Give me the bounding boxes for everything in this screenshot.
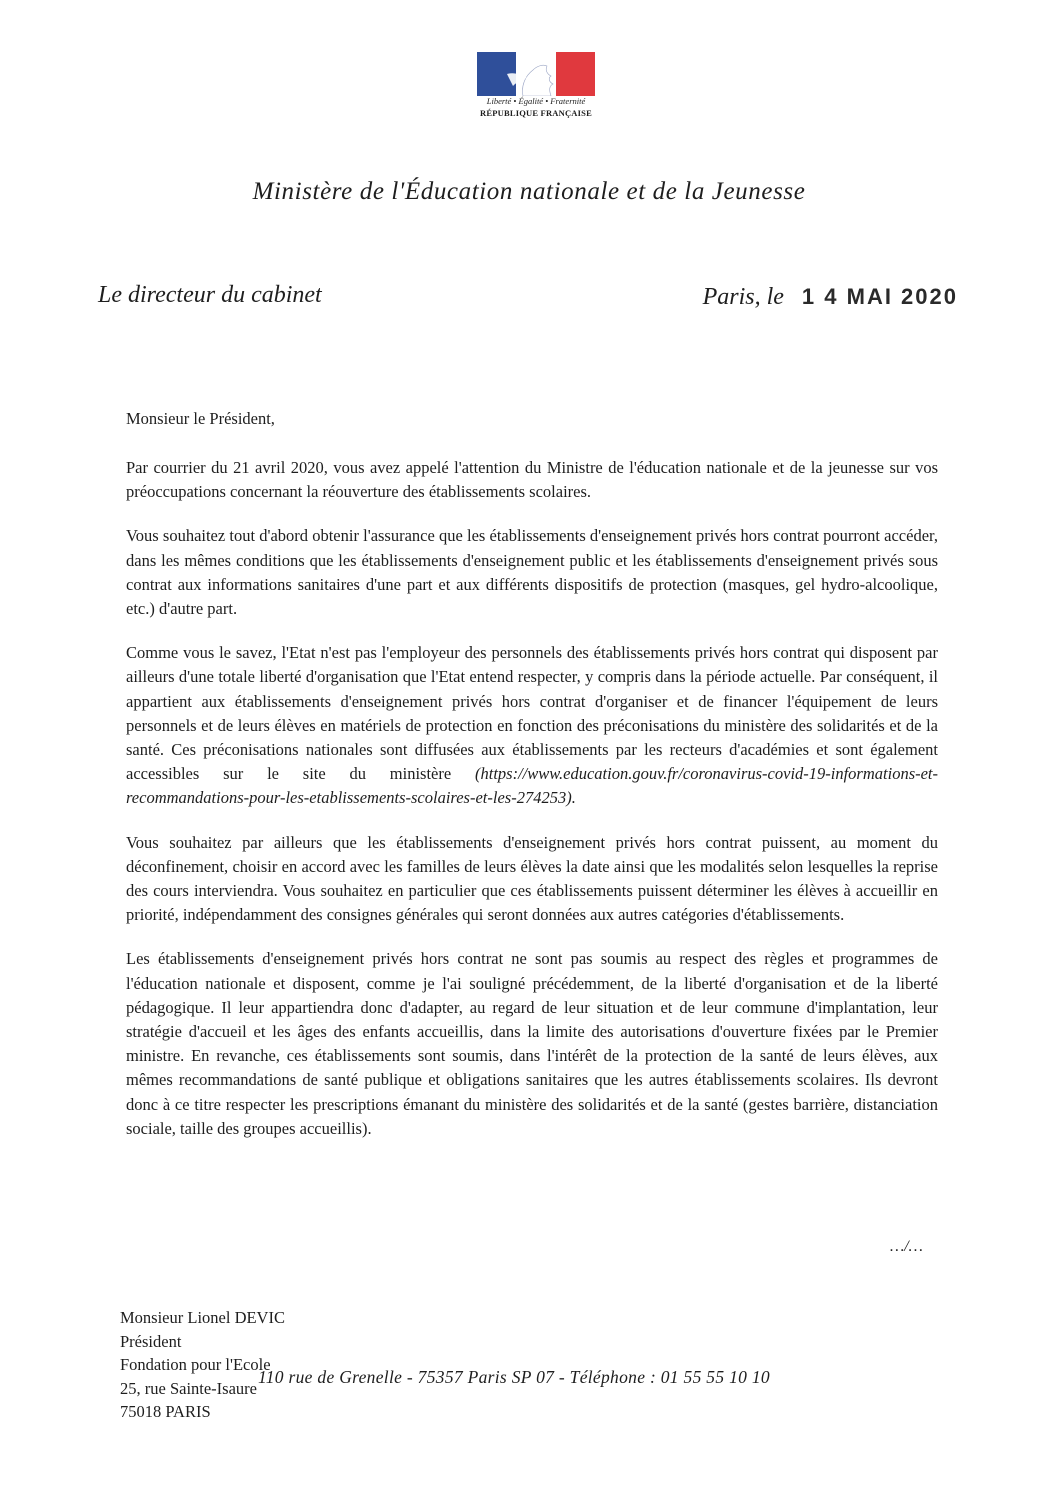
paragraph-5: Les établissements d'enseignement privés hors contrat ne sont pas soumis au respect des règles et programmes de l'éducation nationale et disposent, comme je l'ai souligné précédemment, de la liberté d'organisation et de la liberté pédagogique. Il leur appartiendra donc d'adapter, au regard de leur situation et de leur commune d'implantation, leur stratégie d'accueil et les âges des enfants accueillis, dans la limite des autorisations d'ouverture fixées par le Premier ministre. En revanche, ces établissements sont soumis, dans l'intérêt de la protection de la santé de leurs élèves, aux mêmes recommandations de santé publique et obligations sanitaires que les autres établissements scolaires. Ils devront donc à ce titre respecter les prescriptions émanant du ministère des solidarités et de la santé (gestes barrière, distanciation sociale, taille des groupes accueillis). (126, 949, 938, 1138)
date-place: Paris, le (702, 284, 784, 310)
logo-motto: Liberté • Égalité • Fraternité (486, 96, 586, 106)
paragraph-2: Vous souhaitez tout d'abord obtenir l'assurance que les établissements d'enseignement privés hors contrat pourront accéder, dans les mêmes conditions que les établissements d'enseignement public et les établissements d'enseignement privés sous contrat aux informations sanitaires d'une part et aux différents dispositifs de protection (masques, gel hydro-alcoolique, etc.) d'autre part. (126, 526, 938, 619)
paragraph-3-text: Comme vous le savez, l'Etat n'est pas l'employeur des personnels des établissements privés hors contrat qui disposent par ailleurs d'une totale liberté d'organisation que l'Etat entend respecter, y compris dans la période actuelle. Par conséquent, il appartient aux établissements d'enseignement privés hors contrat d'organiser et de financer l'équipement de leurs personnels et de leurs élèves en matériels de protection en fonction des préconisations du ministère des solidarités et de la santé. Ces préconisations nationales sont diffusées aux établissements par les recteurs d'académies et sont également accessibles sur le site du ministère (126, 643, 938, 784)
paragraph-4: Vous souhaitez par ailleurs que les établissements d'enseignement privés hors contrat puissent, au moment du déconfinement, choisir en accord avec les familles de leurs élèves la date ainsi que les modalités selon lesquelles la reprise des cours interviendra. Vous souhaitez en particulier que ces établissements puissent déterminer les élèves à accueillir en priorité, indépendamment des consignes générales qui seront données aux autres catégories d'établissements. (126, 832, 938, 925)
marianne-flag-icon (477, 52, 595, 96)
recipient-title: Président (120, 1331, 182, 1351)
republique-francaise-logo (475, 52, 597, 126)
letter-body (126, 456, 938, 1161)
recipient-name: Monsieur Lionel DEVIC (120, 1308, 285, 1327)
recipient-address (120, 1306, 285, 1424)
paragraph-1: Par courrier du 21 avril 2020, vous avez appelé l'attention du Ministre de l'éducation nationale et de la jeunesse sur vos préoccupations concernant la réouverture des établissements scolaires. (126, 458, 938, 502)
sender-title: Le directeur du cabinet (98, 282, 322, 308)
letter-date (703, 284, 958, 311)
footer-address: 110 rue de Grenelle - 75357 Paris SP 07 - Téléphone : 01 55 55 10 10 (258, 1367, 770, 1387)
salutation: Monsieur le Président, (126, 409, 275, 428)
recipient-city: 75018 PARIS (120, 1402, 211, 1421)
date-stamp: 1 4 MAI 2020 (801, 284, 958, 309)
ministry-url: (https://www.education.gouv.fr/coronavirus-covid-19-informations-et-recommandations-pour-les-etablissements-scolaires-et-les-274253). (126, 764, 939, 808)
paragraph-3 (126, 641, 938, 810)
recipient-street: 25, rue Sainte-Isaure (120, 1378, 257, 1398)
recipient-organization: Fondation pour l'Ecole (120, 1355, 271, 1374)
logo-republic-label: RÉPUBLIQUE FRANÇAISE (480, 108, 592, 118)
continuation-mark: …/… (890, 1238, 923, 1255)
ministry-heading: Ministère de l'Éducation nationale et de la Jeunesse (252, 178, 806, 205)
